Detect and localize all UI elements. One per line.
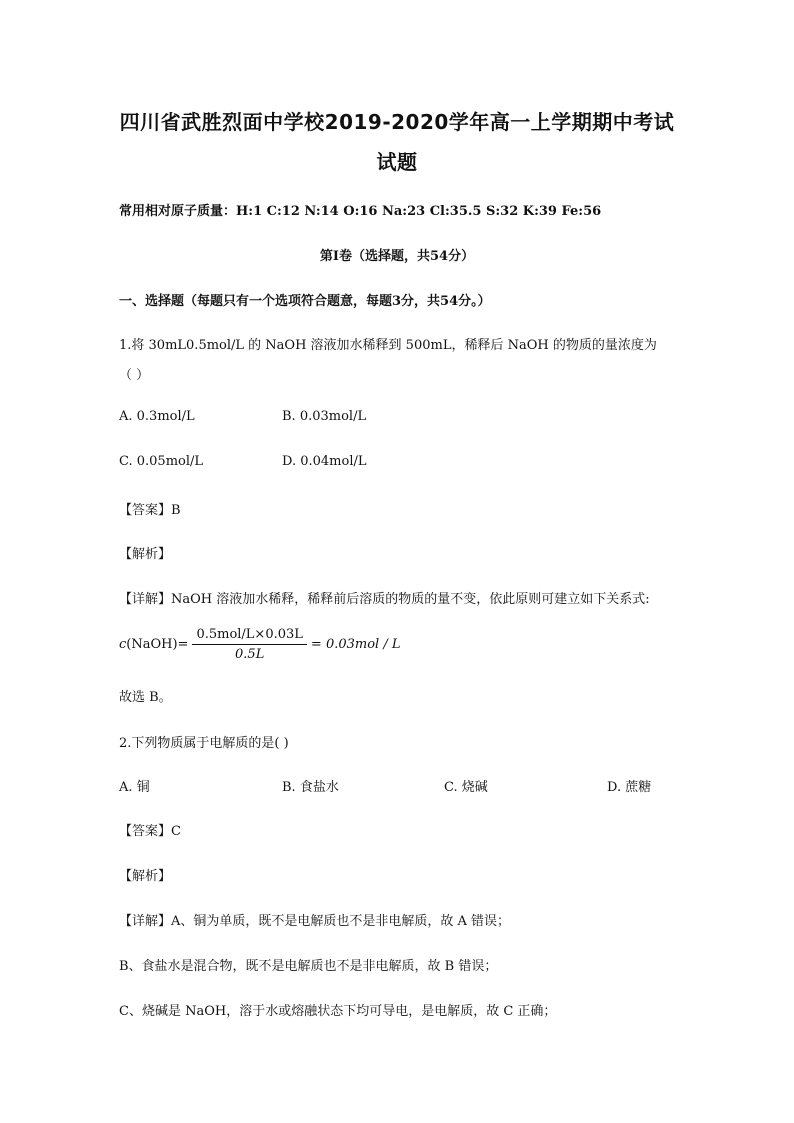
- q1-option-d: D. 0.04mol/L: [282, 454, 367, 469]
- q2-option-c: C. 烧碱: [444, 780, 488, 795]
- q2-answer: 【答案】C: [119, 824, 181, 839]
- formula-numerator: 0.5mol/L×0.03L: [192, 627, 306, 645]
- q1-analysis-label: 【解析】: [119, 547, 172, 562]
- q1-option-c: C. 0.05mol/L: [119, 454, 204, 469]
- q2-detail-c: C、烧碱是 NaOH，溶于水或熔融状态下均可导电，是电解质，故 C 正确；: [119, 1004, 557, 1019]
- q1-answer: 【答案】B: [119, 503, 181, 518]
- document-title-line1: 四川省武胜烈面中学校2019-2020学年高一上学期期中考试: [119, 110, 675, 134]
- formula-denominator: 0.5L: [235, 646, 265, 662]
- document-title-line2: 试题: [376, 150, 418, 174]
- formula-fraction: [192, 627, 306, 662]
- q1-formula: [119, 622, 400, 666]
- formula-c: c: [119, 636, 127, 652]
- q2-analysis-label: 【解析】: [119, 869, 172, 884]
- atomic-mass-note: 常用相对原子质量：H:1 C:12 N:14 O:16 Na:23 Cl:35.5 S:32 K:39 Fe:56: [119, 204, 602, 219]
- part-title: 一、选择题（每题只有一个选项符合题意，每题3分，共54分。）: [119, 294, 491, 309]
- q2-detail-a: 【详解】A、铜为单质，既不是电解质也不是非电解质，故 A 错误；: [119, 914, 511, 929]
- q1-conclusion: 故选 B。: [119, 690, 172, 705]
- q2-stem: 2.下列物质属于电解质的是( ): [119, 736, 289, 751]
- q1-detail: 【详解】NaOH 溶液加水稀释，稀释前后溶质的物质的量不变，依此原则可建立如下关系式:: [119, 592, 650, 607]
- q1-stem-line1: 1.将 30mL0.5mol/L 的 NaOH 溶液加水稀释到 500mL，稀释后 NaOH 的物质的量浓度为: [119, 338, 657, 353]
- q1-option-b: B. 0.03mol/L: [282, 409, 367, 424]
- section-title: 第Ⅰ卷（选择题，共54分）: [319, 249, 475, 264]
- q2-option-d: D. 蔗糖: [607, 780, 652, 795]
- formula-lhs: (NaOH)=: [126, 636, 189, 652]
- q2-option-a: A. 铜: [119, 780, 150, 795]
- formula-rhs: = 0.03mol / L: [310, 636, 401, 652]
- q1-option-a: A. 0.3mol/L: [119, 409, 195, 424]
- q1-stem-line2: （ ）: [119, 368, 150, 383]
- q2-option-b: B. 食盐水: [282, 780, 339, 795]
- q2-detail-b: B、食盐水是混合物，既不是电解质也不是非电解质，故 B 错误；: [119, 959, 498, 974]
